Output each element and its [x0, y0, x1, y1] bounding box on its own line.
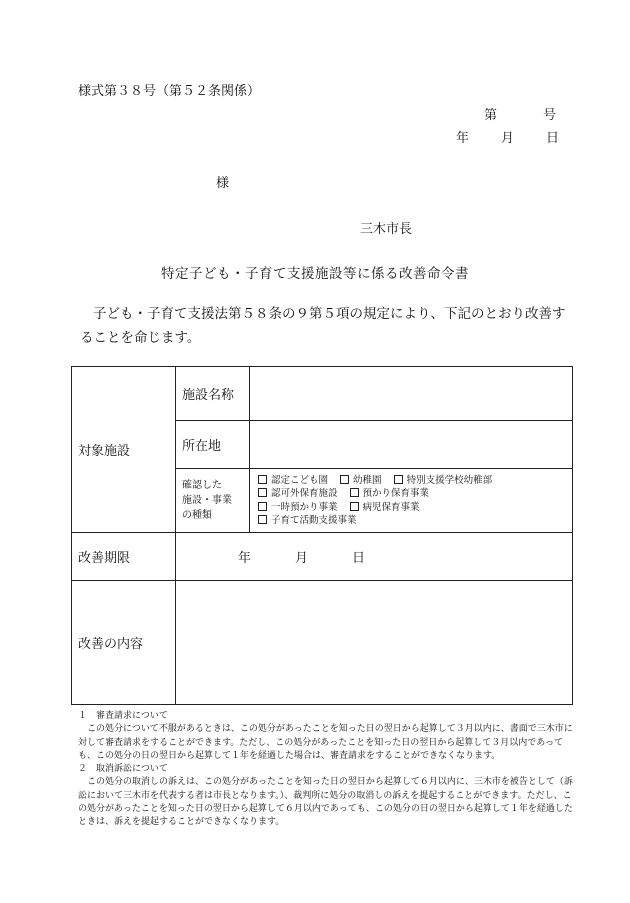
doc-number-prefix: 第 — [484, 108, 498, 123]
checkbox-label: 認可外保育施設 — [271, 488, 338, 499]
note-heading: １ 審査請求について — [78, 711, 168, 721]
notes — [78, 710, 573, 830]
note-heading: ２ 取消訴訟について — [78, 764, 168, 775]
checkbox-label: 一時預かり事業 — [271, 501, 338, 513]
checkbox-label: 子育て活動支援事業 — [271, 515, 357, 526]
note-text: この処分の取消しの訴えは、この処分があったことを知った日の翌日から起算して６月以内に、三木市を被告として（訴訟において三木市を代表する者は市長となります。）、裁判所に処分の取消しの訴えを提起することができます。ただし、この処分があったことを知った日の翌日から起算して６月以内であっても、この処分の日の翌日から起算して１年を経過したときは、訴えを提起することができなくなります。 — [78, 777, 573, 828]
deadline-year: 年 — [238, 551, 252, 566]
checkbox-row — [258, 474, 566, 488]
checkbox-icon[interactable] — [258, 488, 267, 497]
checkbox-icon[interactable] — [350, 502, 359, 511]
checkbox-icon[interactable] — [258, 475, 267, 484]
checkbox-icon[interactable] — [350, 488, 359, 497]
facility-type-label-line: の種類 — [182, 510, 212, 521]
facility-type-checkboxes — [250, 469, 573, 533]
doc-date-year: 年 — [456, 131, 470, 146]
checkbox-icon[interactable] — [258, 515, 267, 524]
facility-type-label-line: 施設・事業 — [182, 495, 232, 506]
deadline-month: 月 — [295, 551, 309, 566]
checkbox-icon[interactable] — [258, 502, 267, 511]
issuer: 三木市長 — [360, 222, 413, 237]
deadline-field[interactable] — [176, 533, 573, 581]
checkbox-label: 預かり保育事業 — [362, 488, 430, 499]
checkbox-row — [258, 501, 566, 515]
document-date — [456, 127, 559, 146]
body-text: 子ども・子育て支援法第５８条の９第５項の規定により、下記のとおり改善することを命じます。 — [80, 306, 566, 346]
recipient-honorific: 様 — [216, 176, 230, 191]
content-row — [72, 581, 573, 705]
document-title: 特定子ども・子育て支援施設等に係る改善命令書 — [161, 266, 469, 282]
deadline-day: 日 — [352, 551, 366, 566]
note-text: この処分について不服があるときは、この処分があったことを知った日の翌日から起算して３月以内に、書面で三木市に対して審査請求をすることができます。ただし、この処分があったことを知った日の翌日から起算して３月以内であっても、この処分の日の翌日から起算して１年を経過した場合は、審査請求をすることができなくなります。 — [78, 724, 573, 761]
doc-date-month: 月 — [501, 131, 515, 146]
document-number — [484, 104, 556, 123]
checkbox-label: 病児保育事業 — [362, 501, 420, 513]
checkbox-label: 認定こども園 — [271, 474, 329, 486]
doc-number-suffix: 号 — [543, 108, 557, 123]
checkbox-icon[interactable] — [340, 475, 349, 484]
target-facility-label: 対象施設 — [72, 367, 176, 533]
checkbox-icon[interactable] — [394, 475, 403, 484]
checkbox-row — [258, 487, 566, 501]
facility-name-field[interactable] — [250, 367, 573, 421]
form-number: 様式第３８号（第５２条関係） — [78, 84, 261, 99]
checkbox-label: 幼稚園 — [353, 474, 382, 486]
facility-name-row — [72, 367, 573, 421]
checkbox-row — [258, 514, 566, 528]
deadline-row — [72, 533, 573, 581]
facility-type-label-line: 確認した — [182, 480, 222, 491]
checkbox-label: 特別支援学校幼稚部 — [406, 474, 493, 486]
doc-date-day: 日 — [546, 131, 560, 146]
content-field[interactable] — [176, 581, 573, 705]
facility-type-label — [176, 469, 250, 533]
location-field[interactable] — [250, 421, 573, 469]
facility-name-label: 施設名称 — [176, 367, 250, 421]
location-label: 所在地 — [176, 421, 250, 469]
order-table — [71, 366, 573, 705]
deadline-label: 改善期限 — [72, 533, 176, 581]
content-label: 改善の内容 — [72, 581, 176, 705]
